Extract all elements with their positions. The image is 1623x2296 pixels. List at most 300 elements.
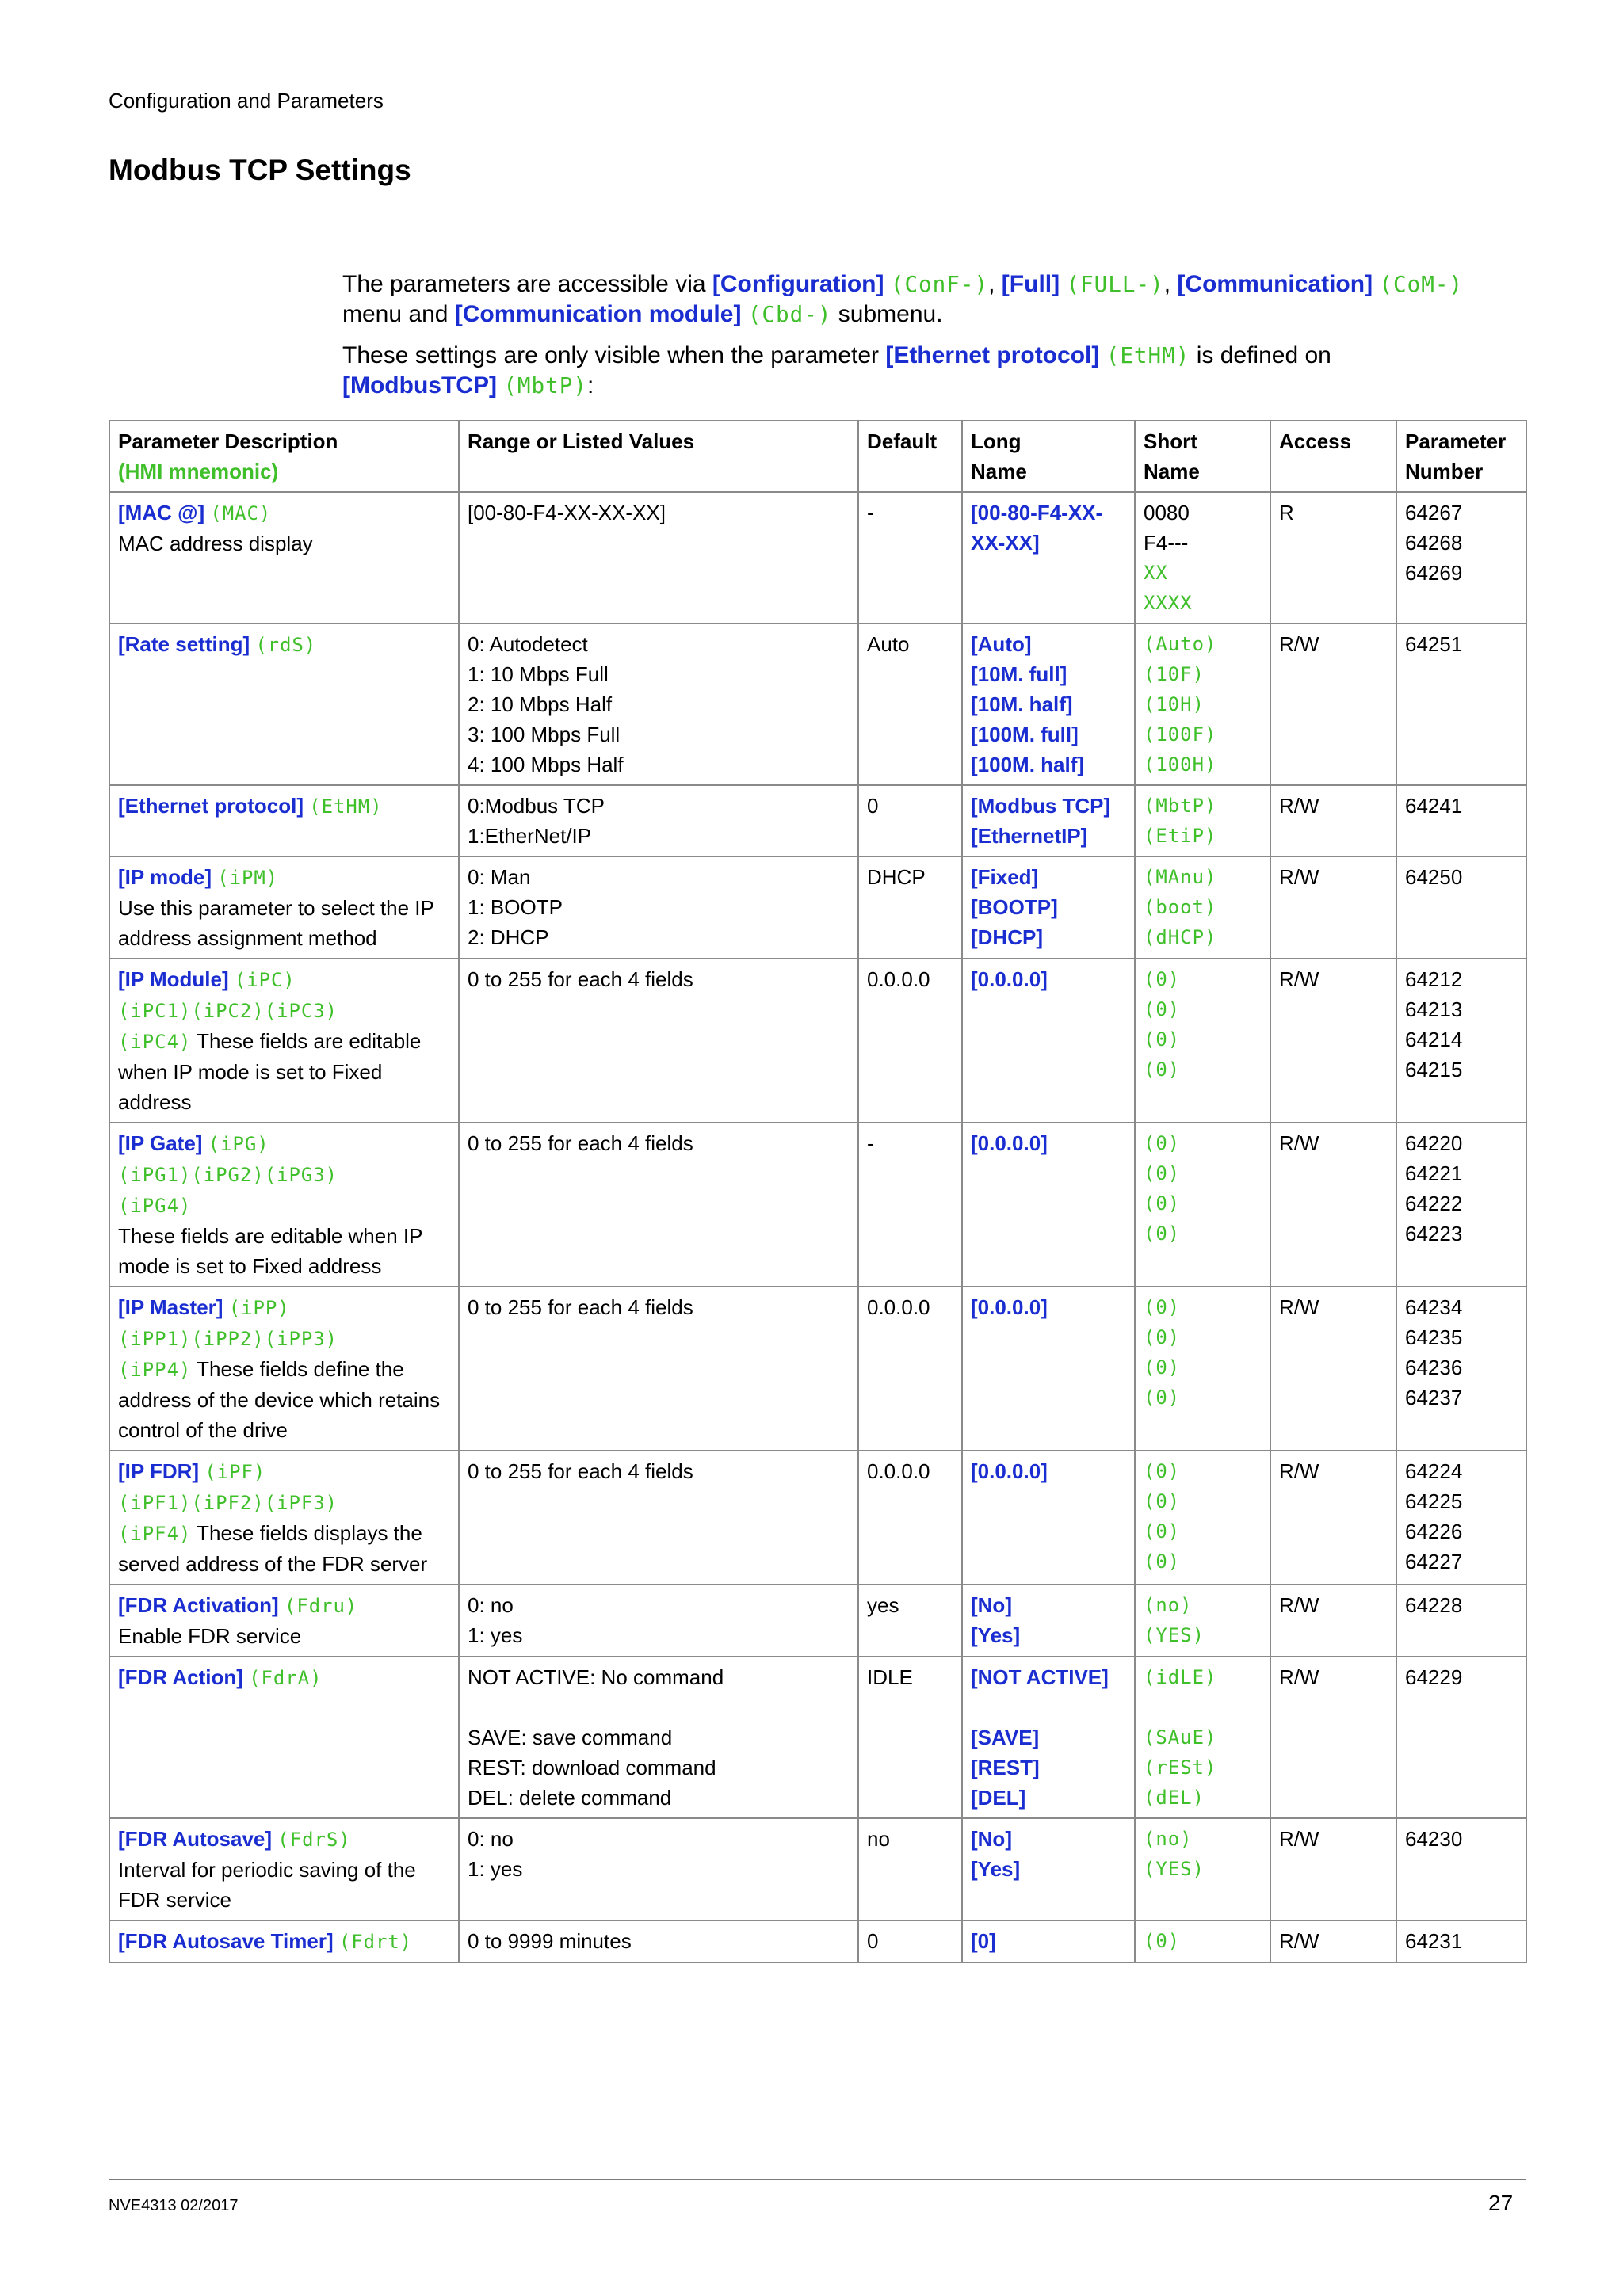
description-text: Enable FDR service: [118, 1624, 302, 1648]
cell-parameter-number: [1396, 785, 1526, 856]
cell-parameter-number: [1396, 1818, 1526, 1920]
long-name-value: [0.0.0.0]: [971, 967, 1048, 991]
hmi-mnemonic: (EtHM): [309, 795, 383, 818]
parameter-number-value: 64229: [1405, 1665, 1463, 1689]
range-value: 2: DHCP: [468, 925, 549, 949]
range-value: 0 to 255 for each 4 fields: [468, 967, 693, 991]
cell-parameter-number: [1396, 1287, 1526, 1451]
hmi-mnemonic: (iPM): [217, 867, 279, 889]
cell-long-name: [962, 624, 1135, 785]
long-name-value: [971, 1692, 1126, 1722]
range-value: 0: Man: [468, 865, 531, 889]
cell-parameter-description: [109, 785, 459, 856]
long-name-value: [100M. full]: [971, 723, 1079, 746]
cell-long-name: [962, 492, 1135, 624]
cell-access: R/W: [1270, 1585, 1396, 1657]
range-value: 1:EtherNet/IP: [468, 824, 592, 848]
long-name-value: [00-80-F4-XX-: [971, 501, 1103, 524]
cell-range: [459, 1920, 858, 1962]
parameter-number-value: 64237: [1405, 1386, 1463, 1409]
cell-long-name: [962, 1657, 1135, 1818]
header-long-name-1: Long: [971, 429, 1022, 453]
header-range: Range or Listed Values: [459, 421, 858, 492]
cell-access: R/W: [1270, 785, 1396, 856]
short-name-value: (SAuE): [1144, 1726, 1217, 1749]
long-name-value: [No]: [971, 1827, 1012, 1851]
table-row: [109, 1123, 1526, 1287]
intro-text-4: These settings are only visible when the parameter: [342, 342, 886, 368]
table-row: [109, 624, 1526, 785]
long-name-value: [Modbus TCP]: [971, 794, 1111, 818]
intro-sep-2: ,: [1163, 271, 1178, 297]
short-name-value: (100F): [1144, 723, 1217, 746]
short-name-value: (boot): [1144, 896, 1217, 918]
full-menu-ref: [Full]: [1001, 271, 1060, 297]
header-long-name-2: Name: [971, 460, 1027, 483]
short-name-value: (no): [1144, 1828, 1193, 1850]
hmi-mnemonic: (iPP): [228, 1297, 290, 1319]
description-text: MAC address display: [118, 532, 313, 555]
cell-short-name: [1135, 856, 1270, 959]
intro-paragraph-1: [342, 269, 1468, 330]
description-text: These fields displays the served address of the FDR server: [118, 1521, 428, 1576]
cell-default: no: [858, 1818, 962, 1920]
description-text: [279, 1593, 285, 1617]
short-name-value: (0): [1144, 968, 1181, 990]
cell-access: R/W: [1270, 1818, 1396, 1920]
range-value: 0: no: [468, 1593, 514, 1617]
parameter-number-value: 64269: [1405, 561, 1463, 585]
cell-access: R: [1270, 492, 1396, 624]
table-row: [109, 1287, 1526, 1451]
range-value: [00-80-F4-XX-XX-XX]: [468, 501, 666, 524]
header-short-name-2: Name: [1144, 460, 1200, 483]
range-value: SAVE: save command: [468, 1726, 673, 1749]
cell-parameter-description: [109, 1451, 459, 1585]
range-value: 3: 100 Mbps Full: [468, 723, 621, 746]
long-name-value: [Auto]: [971, 632, 1032, 656]
range-value: 0 to 255 for each 4 fields: [468, 1459, 693, 1483]
header-hmi-mnemonic: (HMI mnemonic): [118, 460, 279, 483]
short-name-value: (10H): [1144, 693, 1205, 715]
table-row: [109, 492, 1526, 624]
cell-parameter-number: [1396, 1657, 1526, 1818]
parameter-number-value: 64213: [1405, 997, 1463, 1021]
header-param-desc-text: Parameter Description: [118, 429, 338, 453]
long-name-value: [No]: [971, 1593, 1012, 1617]
long-name-value: [DEL]: [971, 1786, 1026, 1810]
range-value: 1: BOOTP: [468, 895, 563, 919]
short-name-value: (0): [1144, 1386, 1181, 1409]
short-name-value: (0): [1144, 1490, 1181, 1512]
parameter-number-value: 64215: [1405, 1058, 1463, 1081]
parameter-table: [109, 420, 1527, 1963]
range-value: 0 to 255 for each 4 fields: [468, 1131, 693, 1155]
parameter-number-value: 64226: [1405, 1520, 1463, 1543]
short-name-value: (0): [1144, 1460, 1181, 1482]
cell-access: R/W: [1270, 1287, 1396, 1451]
cell-long-name: [962, 1920, 1135, 1962]
header-parameter-number: [1396, 421, 1526, 492]
cell-parameter-number: [1396, 1920, 1526, 1962]
cell-access: R/W: [1270, 959, 1396, 1123]
long-name-value: [BOOTP]: [971, 895, 1058, 919]
range-value: DEL: delete command: [468, 1786, 672, 1810]
short-name-value: (0): [1144, 1162, 1181, 1184]
short-name-value: (0): [1144, 1296, 1181, 1318]
hmi-mnemonic: (iPG4): [118, 1195, 192, 1217]
cell-default: 0: [858, 1920, 962, 1962]
cell-long-name: [962, 856, 1135, 959]
long-name-value: [DHCP]: [971, 925, 1043, 949]
parameter-name: [FDR Action]: [118, 1665, 243, 1689]
long-name-value: [Yes]: [971, 1623, 1021, 1647]
cell-default: DHCP: [858, 856, 962, 959]
intro-paragraph-2: [342, 341, 1468, 401]
header-long-name: [962, 421, 1135, 492]
cell-short-name: [1135, 785, 1270, 856]
hmi-mnemonic: (iPC1)(iPC2)(iPC3): [118, 1000, 338, 1022]
short-name-value: F4---: [1144, 531, 1189, 555]
range-value: 0:Modbus TCP: [468, 794, 605, 818]
cell-long-name: [962, 1585, 1135, 1657]
hmi-mnemonic: (iPG1)(iPG2)(iPG3): [118, 1164, 338, 1186]
cell-parameter-description: [109, 959, 459, 1123]
parameter-number-value: 64241: [1405, 794, 1463, 818]
description-text: These fields are editable when IP mode is set to Fixed address: [118, 1029, 422, 1114]
parameter-name: [Rate setting]: [118, 632, 250, 656]
long-name-value: [0]: [971, 1929, 996, 1953]
long-name-value: [Fixed]: [971, 865, 1039, 889]
ethernet-protocol-ref: [Ethernet protocol]: [885, 342, 1100, 368]
communication-code: (CoM-): [1379, 271, 1464, 297]
description-text: [223, 1295, 228, 1319]
cell-short-name: [1135, 492, 1270, 624]
parameter-number-value: 64231: [1405, 1929, 1463, 1953]
modbus-tcp-code: (MbtP): [503, 372, 587, 399]
hmi-mnemonic: (Fdru): [284, 1595, 358, 1617]
cell-range: [459, 1287, 858, 1451]
range-value: [468, 1692, 850, 1722]
long-name-value: [SAVE]: [971, 1726, 1040, 1749]
hmi-mnemonic: (FdrS): [277, 1829, 351, 1851]
hmi-mnemonic: (iPG): [208, 1133, 269, 1155]
short-name-value: (MbtP): [1144, 795, 1217, 817]
short-name-value: (0): [1144, 998, 1181, 1020]
header-short-name-1: Short: [1144, 429, 1197, 453]
cell-short-name: [1135, 1920, 1270, 1962]
hmi-mnemonic: (iPC4): [118, 1031, 192, 1053]
parameter-number-value: 64225: [1405, 1489, 1463, 1513]
cell-range: [459, 492, 858, 624]
parameter-number-value: 64212: [1405, 967, 1463, 991]
communication-menu-ref: [Communication]: [1177, 271, 1373, 297]
hmi-mnemonic: (iPF1)(iPF2)(iPF3): [118, 1492, 338, 1514]
hmi-mnemonic: (iPF4): [118, 1523, 192, 1545]
communication-module-ref: [Communication module]: [454, 301, 742, 327]
cell-parameter-description: [109, 1920, 459, 1962]
hmi-mnemonic: (iPC): [234, 969, 296, 991]
cell-long-name: [962, 785, 1135, 856]
range-value: 0: Autodetect: [468, 632, 588, 656]
parameter-name: [IP Gate]: [118, 1131, 203, 1155]
cell-parameter-description: [109, 856, 459, 959]
cell-default: IDLE: [858, 1657, 962, 1818]
cell-long-name: [962, 1287, 1135, 1451]
parameter-number-value: 64228: [1405, 1593, 1463, 1617]
short-name-value: 0080: [1144, 501, 1190, 524]
parameter-number-value: 64221: [1405, 1161, 1463, 1185]
long-name-value: [10M. full]: [971, 662, 1067, 686]
cell-parameter-description: [109, 1123, 459, 1287]
cell-parameter-number: [1396, 1123, 1526, 1287]
footer-divider: [109, 2179, 1526, 2180]
parameter-number-value: 64235: [1405, 1325, 1463, 1349]
communication-module-code: (Cbd-): [747, 301, 832, 327]
short-name-value: (10F): [1144, 663, 1205, 685]
cell-parameter-description: [109, 1287, 459, 1451]
parameter-number-value: 64251: [1405, 632, 1463, 656]
cell-short-name: [1135, 1451, 1270, 1585]
parameter-number-value: 64224: [1405, 1459, 1463, 1483]
long-name-value: [0.0.0.0]: [971, 1295, 1048, 1319]
parameter-table-body: [109, 492, 1526, 1962]
short-name-value: (YES): [1144, 1624, 1205, 1646]
cell-access: R/W: [1270, 1123, 1396, 1287]
short-name-value: (dHCP): [1144, 926, 1217, 948]
short-name-value: (Auto): [1144, 633, 1217, 655]
header-short-name: [1135, 421, 1270, 492]
intro-text-6: :: [587, 372, 594, 399]
long-name-value: [REST]: [971, 1756, 1040, 1779]
cell-parameter-number: [1396, 856, 1526, 959]
page-number: 27: [1488, 2191, 1514, 2215]
cell-default: 0.0.0.0: [858, 1451, 962, 1585]
cell-parameter-description: [109, 492, 459, 624]
cell-short-name: [1135, 959, 1270, 1123]
cell-range: [459, 1123, 858, 1287]
parameter-number-value: 64220: [1405, 1131, 1463, 1155]
table-row: [109, 856, 1526, 959]
short-name-value: (0): [1144, 1222, 1181, 1245]
configuration-menu-ref: [Configuration]: [712, 271, 884, 297]
table-row: [109, 1818, 1526, 1920]
intro-text-1: The parameters are accessible via: [342, 271, 712, 297]
parameter-number-value: 64234: [1405, 1295, 1463, 1319]
intro-text-5: is defined on: [1190, 342, 1331, 368]
cell-range: [459, 785, 858, 856]
cell-access: R/W: [1270, 1920, 1396, 1962]
description-text: [229, 967, 235, 991]
intro-text: [342, 269, 1468, 412]
hmi-mnemonic: (iPP4): [118, 1359, 192, 1381]
short-name-value: (0): [1144, 1192, 1181, 1215]
cell-parameter-number: [1396, 492, 1526, 624]
range-value: 0: no: [468, 1827, 514, 1851]
description-text: Interval for periodic saving of the FDR service: [118, 1858, 416, 1912]
long-name-value: [0.0.0.0]: [971, 1459, 1048, 1483]
long-name-value: [Yes]: [971, 1857, 1021, 1881]
hmi-mnemonic: (Fdrt): [338, 1931, 413, 1953]
header-param-number-1: Parameter: [1405, 429, 1507, 453]
cell-access: R/W: [1270, 1451, 1396, 1585]
cell-long-name: [962, 1451, 1135, 1585]
parameter-name: [IP FDR]: [118, 1459, 200, 1483]
hmi-mnemonic: (rdS): [255, 634, 317, 656]
short-name-value: XXXX: [1144, 592, 1193, 614]
cell-access: R/W: [1270, 856, 1396, 959]
parameter-number-value: 64222: [1405, 1192, 1463, 1215]
parameter-name: [MAC @]: [118, 501, 205, 524]
table-row: [109, 785, 1526, 856]
header-param-number-2: Number: [1405, 460, 1484, 483]
cell-default: Auto: [858, 624, 962, 785]
cell-access: R/W: [1270, 1657, 1396, 1818]
long-name-value: [10M. half]: [971, 692, 1073, 716]
parameter-number-value: 64268: [1405, 531, 1463, 555]
hmi-mnemonic: (iPP1)(iPP2)(iPP3): [118, 1328, 338, 1350]
cell-short-name: [1135, 1585, 1270, 1657]
ethernet-protocol-code: (EtHM): [1106, 342, 1190, 368]
short-name-value: (0): [1144, 1520, 1181, 1543]
header-parameter-description: [109, 421, 459, 492]
table-row: [109, 959, 1526, 1123]
range-value: REST: download command: [468, 1756, 716, 1779]
cell-range: [459, 1451, 858, 1585]
cell-default: 0: [858, 785, 962, 856]
range-value: 1: yes: [468, 1623, 523, 1647]
short-name-value: (idLE): [1144, 1666, 1217, 1688]
description-text: These fields are editable when IP mode is set to Fixed address: [118, 1224, 422, 1278]
header-access: Access: [1270, 421, 1396, 492]
configuration-code: (ConF-): [890, 271, 989, 297]
parameter-number-value: 64214: [1405, 1028, 1463, 1051]
cell-range: [459, 624, 858, 785]
range-value: 1: 10 Mbps Full: [468, 662, 609, 686]
cell-default: yes: [858, 1585, 962, 1657]
short-name-value: (0): [1144, 1326, 1181, 1348]
long-name-value: XX-XX]: [971, 531, 1040, 555]
intro-text-3: submenu.: [831, 301, 943, 327]
cell-range: [459, 1818, 858, 1920]
parameter-name: [FDR Activation]: [118, 1593, 279, 1617]
cell-parameter-number: [1396, 959, 1526, 1123]
cell-range: [459, 1657, 858, 1818]
short-name-value: (dEL): [1144, 1787, 1205, 1809]
cell-default: -: [858, 1123, 962, 1287]
parameter-name: [IP Master]: [118, 1295, 223, 1319]
short-name-value: (no): [1144, 1594, 1193, 1616]
hmi-mnemonic: (MAC): [210, 502, 272, 524]
parameter-name: [IP mode]: [118, 865, 212, 889]
short-name-value: (MAnu): [1144, 866, 1217, 888]
table-header-row: [109, 421, 1526, 492]
cell-short-name: [1135, 1657, 1270, 1818]
short-name-value: (0): [1144, 1058, 1181, 1081]
cell-short-name: [1135, 1287, 1270, 1451]
range-value: 2: 10 Mbps Half: [468, 692, 613, 716]
short-name-value: [1144, 1692, 1262, 1722]
short-name-value: (0): [1144, 1550, 1181, 1573]
short-name-value: (YES): [1144, 1858, 1205, 1880]
cell-default: -: [858, 492, 962, 624]
cell-long-name: [962, 1818, 1135, 1920]
long-name-value: [100M. half]: [971, 753, 1085, 776]
description-text: These fields define the address of the device which retains control of the drive: [118, 1357, 441, 1442]
short-name-value: (0): [1144, 1356, 1181, 1379]
table-row: [109, 1585, 1526, 1657]
running-header: Configuration and Parameters: [109, 89, 384, 113]
table-row: [109, 1657, 1526, 1818]
parameter-number-value: 64223: [1405, 1222, 1463, 1245]
short-name-value: (rESt): [1144, 1756, 1217, 1779]
range-value: 0 to 9999 minutes: [468, 1929, 632, 1953]
cell-parameter-description: [109, 624, 459, 785]
parameter-number-value: 64236: [1405, 1356, 1463, 1379]
hmi-mnemonic: (iPF): [204, 1461, 266, 1483]
cell-parameter-number: [1396, 1585, 1526, 1657]
cell-parameter-description: [109, 1657, 459, 1818]
cell-short-name: [1135, 624, 1270, 785]
short-name-value: (0): [1144, 1028, 1181, 1051]
short-name-value: (0): [1144, 1132, 1181, 1154]
cell-default: 0.0.0.0: [858, 959, 962, 1123]
parameter-number-value: 64250: [1405, 865, 1463, 889]
range-value: NOT ACTIVE: No command: [468, 1665, 724, 1689]
long-name-value: [0.0.0.0]: [971, 1131, 1048, 1155]
cell-long-name: [962, 1123, 1135, 1287]
cell-parameter-description: [109, 1585, 459, 1657]
cell-parameter-number: [1396, 1451, 1526, 1585]
cell-short-name: [1135, 1818, 1270, 1920]
description-text: Use this parameter to select the IP address assignment method: [118, 896, 434, 950]
cell-long-name: [962, 959, 1135, 1123]
long-name-value: [EthernetIP]: [971, 824, 1088, 848]
header-default: Default: [858, 421, 962, 492]
cell-default: 0.0.0.0: [858, 1287, 962, 1451]
page-title: Modbus TCP Settings: [109, 154, 411, 186]
short-name-value: (0): [1144, 1930, 1181, 1952]
range-value: 4: 100 Mbps Half: [468, 753, 624, 776]
full-code: (FULL-): [1066, 271, 1164, 297]
description-text: [334, 1929, 339, 1953]
parameter-number-value: 64267: [1405, 501, 1463, 524]
short-name-value: (EtiP): [1144, 825, 1217, 847]
long-name-value: [NOT ACTIVE]: [971, 1665, 1109, 1689]
parameter-name: [IP Module]: [118, 967, 229, 991]
table-row: [109, 1920, 1526, 1962]
short-name-value: (100H): [1144, 753, 1217, 776]
cell-range: [459, 959, 858, 1123]
cell-access: R/W: [1270, 624, 1396, 785]
cell-range: [459, 1585, 858, 1657]
intro-text-2: menu and: [342, 301, 455, 327]
hmi-mnemonic: (FdrA): [249, 1667, 323, 1689]
table-row: [109, 1451, 1526, 1585]
cell-parameter-description: [109, 1818, 459, 1920]
parameter-number-value: 64230: [1405, 1827, 1463, 1851]
parameter-name: [FDR Autosave]: [118, 1827, 273, 1851]
cell-short-name: [1135, 1123, 1270, 1287]
footer-document-id: NVE4313 02/2017: [109, 2197, 239, 2214]
parameter-number-value: 64227: [1405, 1550, 1463, 1573]
parameter-name: [Ethernet protocol]: [118, 794, 304, 818]
short-name-value: XX: [1144, 562, 1168, 584]
intro-sep-1: ,: [988, 271, 1002, 297]
range-value: 1: yes: [468, 1857, 523, 1881]
description-text: [202, 1131, 208, 1155]
cell-parameter-number: [1396, 624, 1526, 785]
